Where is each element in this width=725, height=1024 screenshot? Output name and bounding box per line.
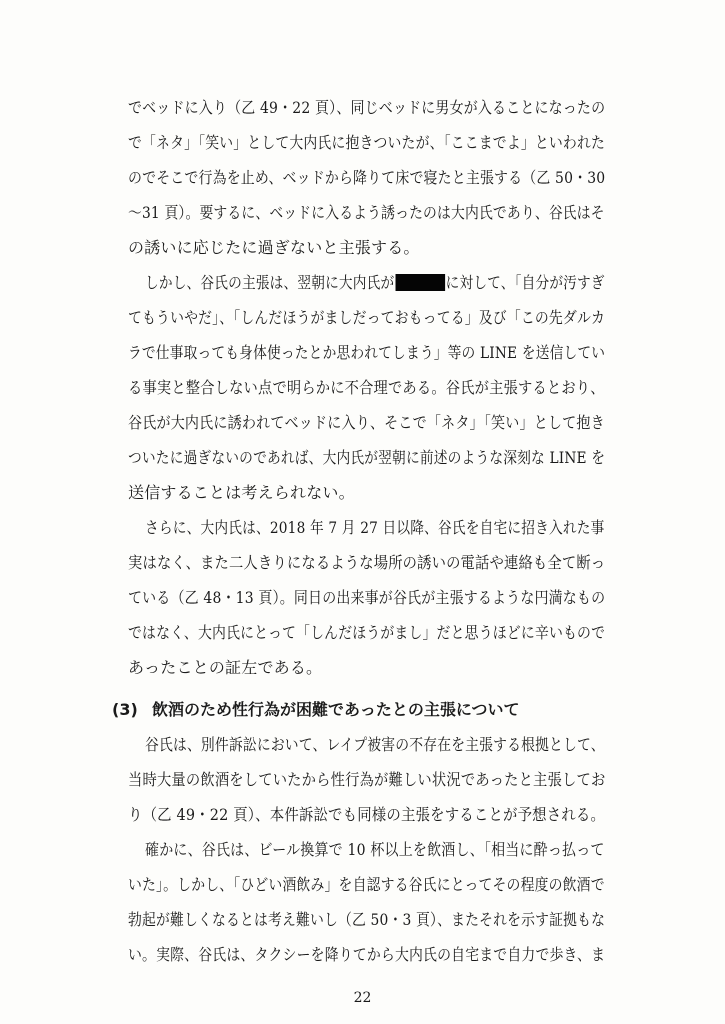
text-line: 谷氏が大内氏に誘われてベッドに入り、そこで「ネタ」「笑い」として抱き <box>128 413 605 432</box>
text-line: てもういやだ」、「しんだほうがましだっておもってる」及び「この先ダルカ <box>128 308 606 327</box>
section-heading <box>112 700 520 720</box>
text-segment: に対して、「自分が汚すぎ <box>445 273 605 292</box>
text-line: で「ネタ」「笑い」として大内氏に抱きついたが、「ここまでよ」といわれた <box>128 133 606 152</box>
text-line: ついたに過ぎないのであれば、大内氏が翌朝に前述のような深刻な LINE を <box>128 448 606 467</box>
text-line: のでそこで行為を止め、ベッドから降りて床で寝たと主張する（乙 50・30 <box>128 168 606 187</box>
text-line: ではなく、大内氏にとって「しんだほうがまし」だと思うほどに辛いもので <box>128 623 606 642</box>
text-line: でベッドに入り（乙 49・22 頁）、同じベッドに男女が入ることになったの <box>128 98 606 117</box>
page-number: 22 <box>353 990 372 1006</box>
section-title: 飲酒のため性行為が困難であったとの主張について <box>152 700 520 719</box>
text-line: あったことの証左である。 <box>128 658 323 677</box>
text-line: ～31 頁）。要するに、ベッドに入るよう誘ったのは大内氏であり、谷氏はそ <box>128 203 605 222</box>
text-line: 当時大量の飲酒をしていたから性行為が難しい状況であったと主張してお <box>128 770 606 789</box>
text-line: ラで仕事取っても身体使ったとか思われてしまう」等の LINE を送信してい <box>128 343 606 362</box>
text-line: いた」。しかし、「ひどい酒飲み」を自認する谷氏にとってその程度の飲酒で <box>128 875 605 894</box>
text-line: ている（乙 48・13 頁）。同日の出来事が谷氏が主張するような円満なもの <box>128 588 606 607</box>
text-line: 勃起が難しくなるとは考え難いし（乙 50・3 頁）、またそれを示す証拠もな <box>128 910 606 929</box>
text-line: る事実と整合しない点で明らかに不合理である。谷氏が主張するとおり、 <box>128 378 605 397</box>
text-line: の誘いに応じたに過ぎないと主張する。 <box>128 238 420 257</box>
text-line: 送信することは考えられない。 <box>128 483 355 502</box>
text-line-with-redaction <box>145 273 605 293</box>
redaction-box <box>395 274 445 291</box>
text-line: 谷氏は、別件訴訟において、レイプ被害の不存在を主張する根拠として、 <box>145 735 605 754</box>
section-number: (3) <box>112 700 138 719</box>
text-line: さらに、大内氏は、2018 年 7 月 27 日以降、谷氏を自宅に招き入れた事 <box>145 518 605 537</box>
text-segment: しかし、谷氏の主張は、翌朝に大内氏が <box>145 273 395 292</box>
text-line: 実はなく、また二人きりになるような場所の誘いの電話や連絡も全て断っ <box>128 553 606 572</box>
text-line: 確かに、谷氏は、ビール換算で 10 杯以上を飲酒し、「相当に酔っ払って <box>145 840 605 859</box>
text-line: い。実際、谷氏は、タクシーを降りてから大内氏の自宅まで自力で歩き、ま <box>128 945 606 964</box>
text-line: り（乙 49・22 頁）、本件訴訟でも同様の主張をすることが予想される。 <box>128 805 606 824</box>
